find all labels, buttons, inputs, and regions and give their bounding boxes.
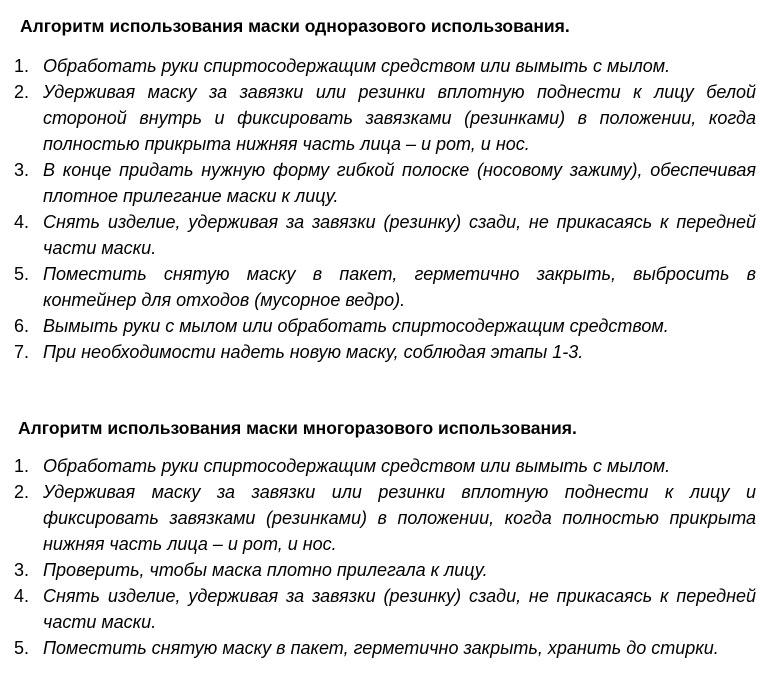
step-number: 4. bbox=[14, 212, 30, 232]
step-3 bbox=[14, 557, 756, 583]
step-text: Поместить снятую маску в пакет, герметично закрыть, хранить до стирки. bbox=[43, 638, 719, 658]
step-number: 3. bbox=[14, 160, 30, 180]
step-2 bbox=[14, 479, 756, 557]
step-number: 6. bbox=[14, 316, 30, 336]
step-number: 1. bbox=[14, 56, 30, 76]
step-3 bbox=[14, 157, 756, 209]
step-text: Обработать руки спиртосодержащим средством или вымыть с мылом. bbox=[43, 456, 671, 476]
step-number: 5. bbox=[14, 638, 30, 658]
step-4 bbox=[14, 583, 756, 635]
step-4 bbox=[14, 209, 756, 261]
step-number: 5. bbox=[14, 264, 30, 284]
step-1 bbox=[14, 53, 756, 79]
step-5 bbox=[14, 261, 756, 313]
step-text: Обработать руки спиртосодержащим средством или вымыть с мылом. bbox=[43, 56, 671, 76]
step-number: 4. bbox=[14, 586, 30, 606]
step-text: Удерживая маску за завязки или резинки вплотную поднести к лицу и фиксировать завязками (резинками) в положении, когда полностью прикрыта нижняя часть лица – и рот, и нос. bbox=[43, 482, 756, 554]
section-title-reusable: Алгоритм использования маски многоразового использования. bbox=[18, 418, 577, 438]
section-title-disposable: Алгоритм использования маски одноразового использования. bbox=[20, 16, 570, 36]
step-number: 1. bbox=[14, 456, 30, 476]
step-text: Проверить, чтобы маска плотно прилегала к лицу. bbox=[43, 560, 488, 580]
steps-list-reusable bbox=[14, 453, 756, 661]
step-1 bbox=[14, 453, 756, 479]
step-7 bbox=[14, 339, 756, 365]
step-text: Снять изделие, удерживая за завязки (резинку) сзади, не прикасаясь к передней части маски. bbox=[43, 586, 756, 632]
step-text: В конце придать нужную форму гибкой полоске (носовому зажиму), обеспечивая плотное прилегание маски к лицу. bbox=[43, 160, 756, 206]
step-text: Поместить снятую маску в пакет, герметично закрыть, выбросить в контейнер для отходов (мусорное ведро). bbox=[43, 264, 756, 310]
step-number: 3. bbox=[14, 560, 30, 580]
step-number: 2. bbox=[14, 482, 30, 502]
steps-list-disposable bbox=[14, 53, 756, 365]
step-text: При необходимости надеть новую маску, соблюдая этапы 1-3. bbox=[43, 342, 584, 362]
step-5 bbox=[14, 635, 756, 661]
step-text: Удерживая маску за завязки или резинки вплотную поднести к лицу белой стороной внутрь и фиксировать завязками (резинками) в положении, когда полностью прикрыта нижняя часть лица – и рот, и нос. bbox=[43, 82, 756, 154]
step-text: Вымыть руки с мылом или обработать спиртосодержащим средством. bbox=[43, 316, 669, 336]
step-6 bbox=[14, 313, 756, 339]
step-number: 2. bbox=[14, 82, 30, 102]
step-text: Снять изделие, удерживая за завязки (резинку) сзади, не прикасаясь к передней части маски. bbox=[43, 212, 756, 258]
step-2 bbox=[14, 79, 756, 157]
step-number: 7. bbox=[14, 342, 30, 362]
